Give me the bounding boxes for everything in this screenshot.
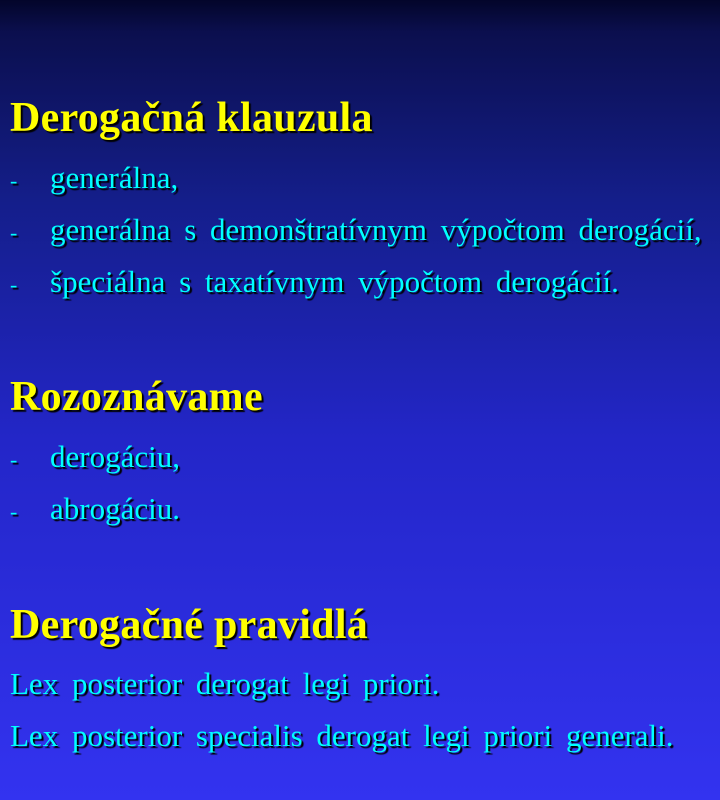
heading-derogation-clause: Derogačná klauzula: [10, 95, 373, 141]
list-item-text: derogáciu,: [50, 439, 180, 474]
rule-line: Lex posterior specialis derogat legi priori generali.: [10, 718, 674, 753]
list-item-text: abrogáciu.: [50, 491, 180, 526]
heading-we-distinguish: Rozoznávame: [10, 374, 263, 420]
bullet-dash: -: [10, 167, 18, 193]
bullet-dash: -: [10, 271, 18, 297]
bullet-dash: -: [10, 219, 18, 245]
list-item-text: generálna,: [50, 160, 179, 195]
list-item: [10, 264, 619, 300]
list-item: [10, 160, 178, 196]
bullet-dash: -: [10, 498, 18, 524]
list-item: [10, 439, 180, 475]
list-item-text: špeciálna s taxatívnym výpočtom derogácií.: [50, 264, 619, 299]
list-item: [10, 491, 180, 527]
rule-line: Lex posterior derogat legi priori.: [10, 666, 440, 701]
heading-derogation-rules: Derogačné pravidlá: [10, 602, 369, 648]
list-item-text: generálna s demonštratívnym výpočtom derogácií,: [50, 212, 702, 247]
list-item: [10, 212, 702, 248]
bullet-dash: -: [10, 446, 18, 472]
